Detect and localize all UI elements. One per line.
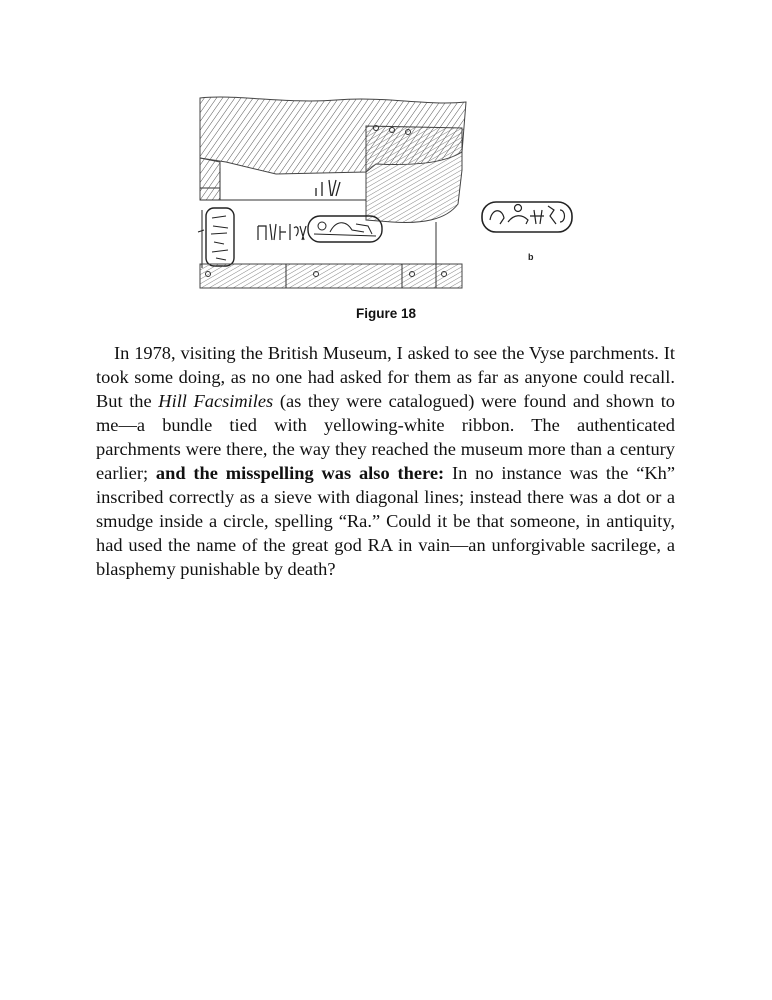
figure-caption: Figure 18 [355,306,417,321]
panel-a-drawing [198,97,466,288]
body-paragraph [96,341,675,581]
paragraph-text-part-1: In 1978, visiting the British Museum, I asked to see the Vyse parchments. It took some doing, as no one had asked for them as far as anyone could recall. But the [96,343,675,411]
panel-b-label: b [528,252,534,262]
paragraph-text-part-3: In no instance was the “Kh” inscribed correctly as a sieve with diagonal lines; instead there was a dot or a smudge inside a circle, spelling “Ra.” Could it be that someone, in antiquity, had used the name of the great god RA in vain—an unforgivable sacrilege, a blasphemy punishable by death? [96,463,675,579]
italic-title: Hill Facsimiles [158,391,274,411]
figure-18-illustration [196,92,581,292]
hieroglyph-drawing [196,92,581,292]
paragraph-text-part-2: (as they were catalogued) were found and shown to me—a bundle tied with yellowing-white ribbon. The authenticated parchments were there, the way they reached the museum more than a century earlier; [96,391,675,483]
panel-b-drawing [482,202,572,262]
bold-phrase: and the misspelling was also there: [155,463,445,483]
